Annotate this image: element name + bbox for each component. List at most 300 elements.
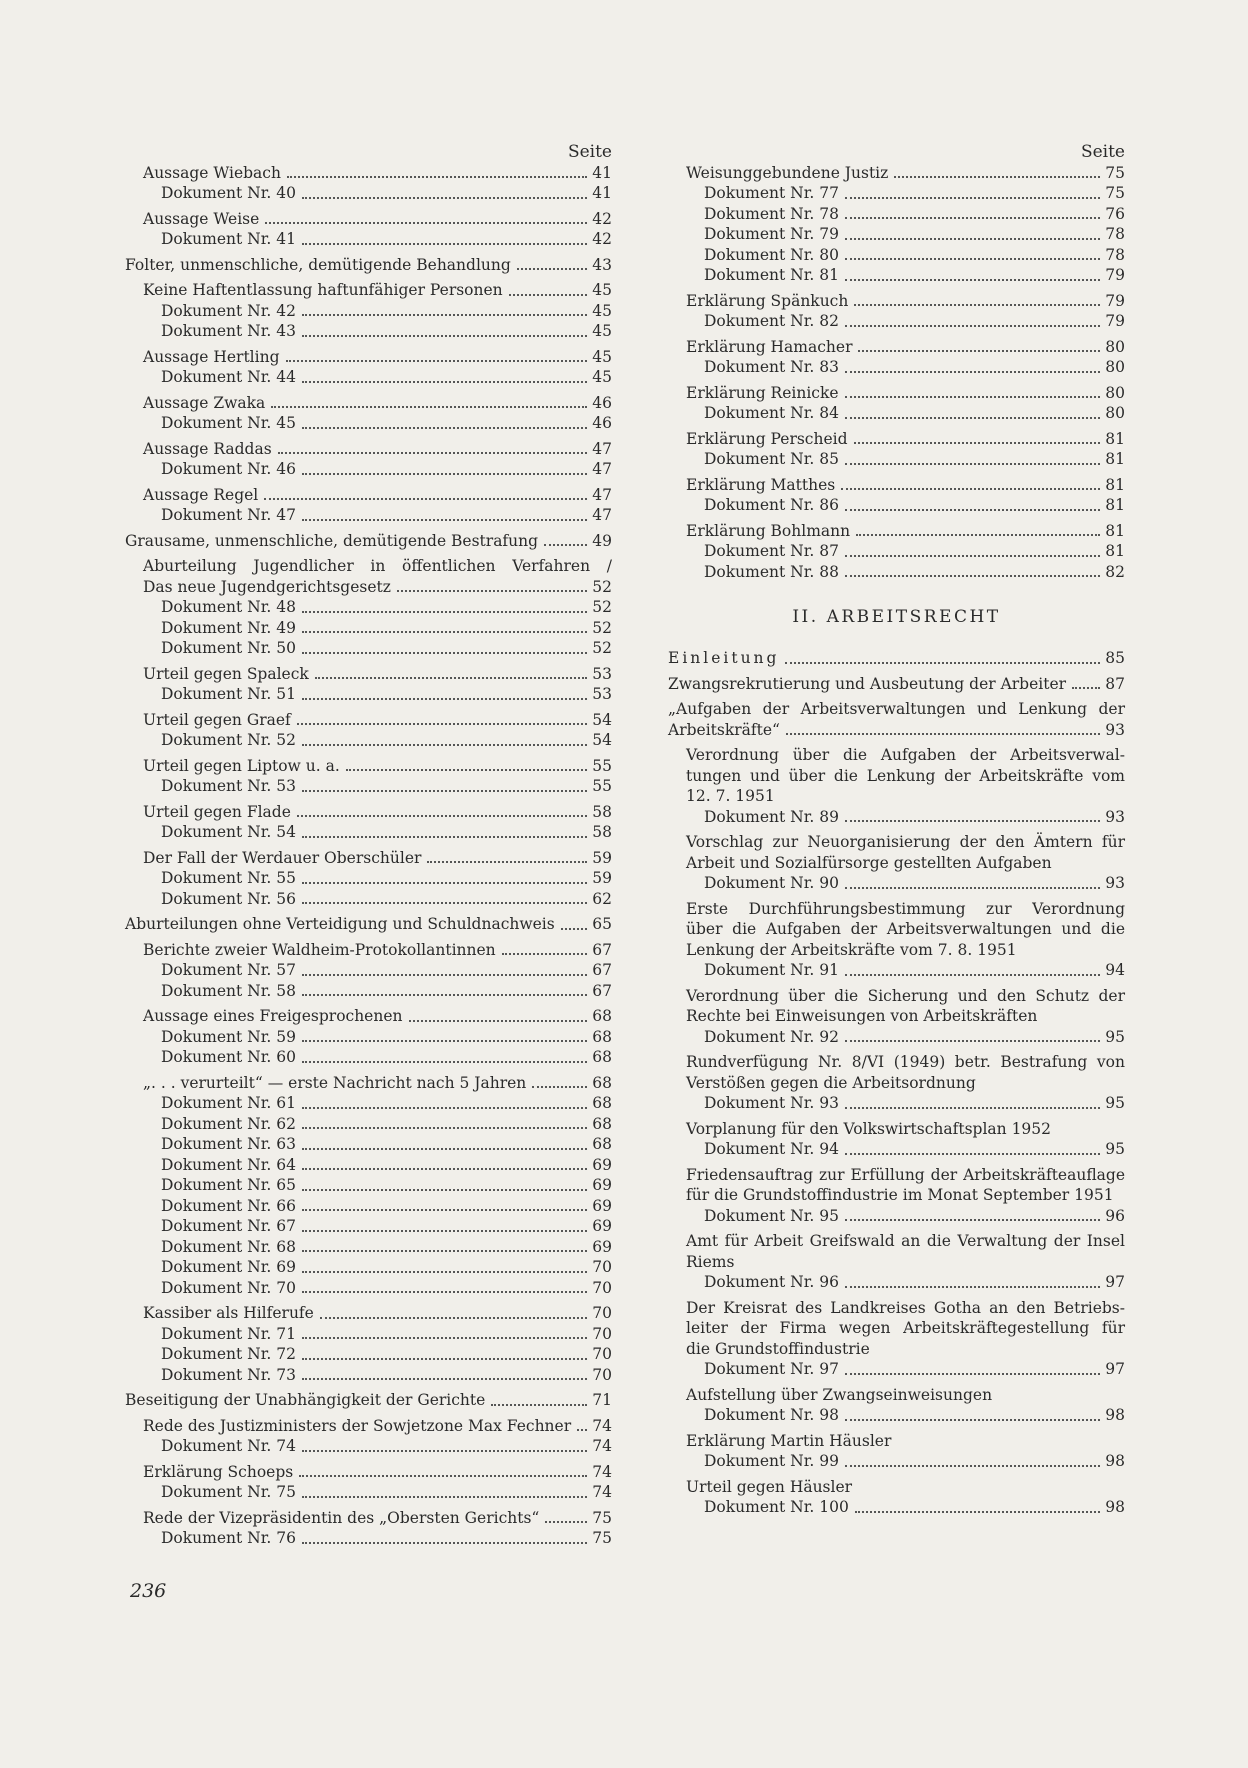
dot-leader bbox=[302, 519, 587, 521]
toc-entry-line: tungen und über die Lenkung der Arbeitskräfte vom bbox=[686, 766, 1125, 785]
toc-entry-page: 80 bbox=[1105, 337, 1125, 356]
dot-leader bbox=[845, 575, 1100, 577]
toc-entry bbox=[668, 1451, 1125, 1472]
toc-entry bbox=[125, 1324, 612, 1345]
dot-leader bbox=[845, 371, 1100, 373]
toc-entry-page: 68 bbox=[592, 1094, 612, 1112]
dot-leader bbox=[302, 882, 587, 884]
dot-leader bbox=[845, 396, 1100, 398]
toc-entry-text: Dokument Nr. 88 bbox=[704, 562, 839, 581]
toc-entry-page: 71 bbox=[592, 1391, 612, 1409]
toc-entry bbox=[125, 183, 612, 204]
toc-entry-text: Arbeitskräfte“ bbox=[668, 720, 780, 739]
toc-entry-text: Keine Haftentlassung haftunfähiger Personen bbox=[143, 281, 503, 299]
toc-entry bbox=[668, 745, 1125, 807]
toc-entry-line: Arbeit und Sozialfürsorge gestellten Aufgaben bbox=[686, 853, 1052, 872]
toc-entry-line: Rechte bei Einweisungen von Arbeitskräften bbox=[686, 1007, 1038, 1025]
toc-entry-page: 69 bbox=[592, 1217, 612, 1235]
toc-entry-page: 45 bbox=[592, 347, 612, 366]
toc-entry bbox=[668, 1206, 1125, 1227]
toc-entry bbox=[668, 245, 1125, 266]
toc-entry bbox=[125, 459, 612, 480]
toc-entry-page: 59 bbox=[592, 869, 612, 887]
toc-entry bbox=[125, 393, 612, 414]
toc-entry-page: 70 bbox=[592, 1304, 612, 1322]
dot-leader bbox=[786, 733, 1100, 735]
toc-entry-page: 81 bbox=[1105, 496, 1125, 514]
dot-leader bbox=[855, 1511, 1100, 1513]
toc-entry-text: Dokument Nr. 100 bbox=[704, 1498, 849, 1516]
toc-entry-line: Verordnung über die Aufgaben der Arbeitsverwal- bbox=[686, 746, 1125, 764]
toc-entry-page: 52 bbox=[592, 577, 612, 596]
toc-entry-line: Erklärung Martin Häusler bbox=[686, 1431, 892, 1450]
toc-entry-line: 12. 7. 1951 bbox=[686, 787, 775, 805]
toc-entry bbox=[125, 684, 612, 705]
toc-entry bbox=[668, 311, 1125, 332]
toc-entry bbox=[668, 1272, 1125, 1293]
toc-entry-text: Dokument Nr. 70 bbox=[161, 1278, 296, 1297]
toc-entry bbox=[668, 224, 1125, 245]
toc-entry bbox=[125, 1436, 612, 1457]
toc-entry-line: Amt für Arbeit Greifswald an die Verwaltung der Insel bbox=[686, 1232, 1125, 1250]
toc-entry bbox=[668, 1093, 1125, 1114]
toc-entry-text: Urteil gegen Graef bbox=[143, 710, 291, 729]
toc-entry-text: Aussage eines Freigesprochenen bbox=[143, 1007, 403, 1025]
dot-leader bbox=[845, 463, 1100, 465]
toc-entry-text: Berichte zweier Waldheim-Protokollantinnen bbox=[143, 940, 496, 959]
dot-leader bbox=[845, 974, 1100, 976]
toc-entry-page: 52 bbox=[592, 618, 612, 637]
toc-entry-page: 93 bbox=[1105, 720, 1125, 739]
toc-entry bbox=[668, 357, 1125, 378]
dot-leader bbox=[302, 1148, 587, 1150]
toc-entry bbox=[125, 321, 612, 342]
toc-entry bbox=[668, 265, 1125, 286]
toc-entry-page: 82 bbox=[1105, 562, 1125, 581]
toc-entry-text: Aussage Wiebach bbox=[143, 163, 281, 182]
toc-entry bbox=[668, 1431, 1125, 1452]
toc-entry-page: 94 bbox=[1105, 961, 1125, 979]
toc-entry-text: Dokument Nr. 76 bbox=[161, 1529, 296, 1547]
toc-entry bbox=[668, 832, 1125, 873]
toc-entry-page: 79 bbox=[1105, 266, 1125, 284]
toc-left-column bbox=[125, 142, 612, 1549]
toc-entry-text: Dokument Nr. 47 bbox=[161, 506, 296, 524]
toc-entry-page: 41 bbox=[592, 163, 612, 182]
dot-leader bbox=[271, 406, 587, 408]
toc-entry-text: Dokument Nr. 43 bbox=[161, 322, 296, 340]
toc-entry-page: 76 bbox=[1105, 204, 1125, 223]
toc-entry bbox=[668, 1027, 1125, 1048]
toc-entry-page: 87 bbox=[1105, 674, 1125, 693]
toc-entry-page: 45 bbox=[592, 322, 612, 340]
toc-entry-text: Dokument Nr. 49 bbox=[161, 618, 296, 637]
toc-entry-text: Zwangsrekrutierung und Ausbeutung der Arbeiter bbox=[668, 674, 1067, 693]
toc-entry-line: Vorplanung für den Volkswirtschaftsplan 1952 bbox=[686, 1119, 1052, 1138]
toc-entry-page: 95 bbox=[1105, 1140, 1125, 1158]
toc-entry bbox=[125, 889, 612, 910]
dot-leader bbox=[302, 1358, 587, 1360]
toc-entry-line: über die Aufgaben der Arbeitsverwaltungen und die bbox=[686, 920, 1125, 938]
dot-leader bbox=[302, 836, 587, 838]
toc-entry bbox=[668, 960, 1125, 981]
toc-entry-text: Dokument Nr. 50 bbox=[161, 639, 296, 657]
toc-entry bbox=[668, 1052, 1125, 1093]
toc-entry-text: Dokument Nr. 84 bbox=[704, 404, 839, 422]
dot-leader bbox=[302, 314, 587, 316]
toc-entry bbox=[125, 1416, 612, 1437]
toc-entry-line: Friedensauftrag zur Erfüllung der Arbeitskräfteauflage bbox=[686, 1165, 1125, 1184]
dot-leader bbox=[265, 222, 587, 224]
toc-entry-page: 70 bbox=[592, 1365, 612, 1384]
dot-leader bbox=[302, 1337, 587, 1339]
toc-entry-line: Lenkung der Arbeitskräfte vom 7. 8. 1951 bbox=[686, 940, 1017, 959]
toc-entry-line: Verordnung über die Sicherung und den Schutz der bbox=[686, 986, 1125, 1005]
toc-entry-text: Dokument Nr. 41 bbox=[161, 230, 296, 248]
toc-entry bbox=[125, 1508, 612, 1529]
toc-entry-page: 95 bbox=[1105, 1094, 1125, 1112]
toc-entry bbox=[125, 1365, 612, 1386]
toc-entry-page: 68 bbox=[592, 1027, 612, 1046]
toc-entry-line: Aufstellung über Zwangseinweisungen bbox=[686, 1385, 993, 1404]
toc-entry bbox=[125, 1482, 612, 1503]
toc-entry bbox=[668, 429, 1125, 450]
toc-entry-text: Dokument Nr. 59 bbox=[161, 1027, 296, 1046]
dot-leader bbox=[544, 544, 587, 546]
toc-entry-page: 55 bbox=[592, 777, 612, 795]
toc-entry-page: 53 bbox=[592, 664, 612, 683]
toc-entry-line: Erste Durchführungsbestimmung zur Verordnung bbox=[686, 899, 1125, 918]
toc-entry-text: Aussage Zwaka bbox=[143, 393, 266, 412]
toc-entry-text: Dokument Nr. 82 bbox=[704, 312, 839, 330]
toc-entry-page: 81 bbox=[1105, 475, 1125, 494]
toc-entry-page: 47 bbox=[592, 439, 612, 458]
dot-leader bbox=[302, 1450, 587, 1452]
toc-entry-page: 41 bbox=[592, 184, 612, 202]
toc-entry bbox=[668, 204, 1125, 225]
toc-entry-page: 80 bbox=[1105, 358, 1125, 376]
dot-leader bbox=[894, 176, 1100, 178]
toc-entry-page: 47 bbox=[592, 485, 612, 504]
dot-leader bbox=[302, 1542, 587, 1544]
toc-entry-page: 75 bbox=[1105, 163, 1125, 182]
dot-leader bbox=[302, 1127, 587, 1129]
toc-entry bbox=[125, 1257, 612, 1278]
toc-entry-page: 74 bbox=[592, 1483, 612, 1501]
dot-leader bbox=[302, 744, 587, 746]
toc-entry-page: 85 bbox=[1105, 649, 1125, 667]
toc-entry bbox=[668, 495, 1125, 516]
toc-entry-text: Urteil gegen Spaleck bbox=[143, 664, 309, 683]
toc-entry-line: für die Grundstoffindustrie im Monat September 1951 bbox=[686, 1186, 1114, 1204]
dot-leader bbox=[561, 928, 587, 930]
dot-leader bbox=[302, 1209, 587, 1211]
dot-leader bbox=[845, 1286, 1100, 1288]
toc-entry-page: 59 bbox=[592, 848, 612, 867]
toc-entry-page: 98 bbox=[1105, 1498, 1125, 1516]
toc-entry bbox=[668, 1405, 1125, 1426]
toc-entry-text: Dokument Nr. 95 bbox=[704, 1206, 839, 1225]
toc-entry-text: Dokument Nr. 77 bbox=[704, 184, 839, 202]
toc-entry-text: Dokument Nr. 75 bbox=[161, 1483, 296, 1501]
toc-entry-text: Dokument Nr. 81 bbox=[704, 266, 839, 284]
dot-leader bbox=[302, 1189, 587, 1191]
toc-entry bbox=[668, 383, 1125, 404]
toc-entry-text: Weisunggebundene Justiz bbox=[686, 163, 889, 182]
toc-entry-text: Urteil gegen Liptow u. a. bbox=[143, 756, 340, 775]
toc-entry bbox=[125, 1073, 612, 1094]
toc-entry bbox=[125, 960, 612, 981]
toc-entry-page: 97 bbox=[1105, 1273, 1125, 1291]
toc-entry-line bbox=[668, 720, 1125, 741]
toc-entry bbox=[125, 802, 612, 823]
dot-leader bbox=[302, 335, 587, 337]
toc-entry-line: Verstößen gegen die Arbeitsordnung bbox=[686, 1073, 976, 1092]
toc-entry-text: Dokument Nr. 86 bbox=[704, 496, 839, 514]
toc-entry bbox=[125, 1047, 612, 1068]
toc-entry bbox=[125, 1093, 612, 1114]
toc-entry-page: 54 bbox=[592, 710, 612, 729]
toc-entry-text: Dokument Nr. 98 bbox=[704, 1406, 839, 1424]
toc-entry-text: Dokument Nr. 93 bbox=[704, 1094, 839, 1112]
toc-entry bbox=[125, 981, 612, 1002]
toc-entry bbox=[668, 899, 1125, 961]
toc-entry-page: 75 bbox=[592, 1508, 612, 1527]
dot-leader bbox=[302, 427, 587, 429]
toc-entry bbox=[668, 562, 1125, 583]
toc-entry bbox=[125, 756, 612, 777]
toc-entry bbox=[125, 413, 612, 434]
toc-entry-text: Der Fall der Werdauer Oberschüler bbox=[143, 848, 422, 867]
toc-entry bbox=[125, 618, 612, 639]
toc-entry-text: Beseitigung der Unabhängigkeit der Gerichte bbox=[125, 1391, 486, 1409]
toc-entry bbox=[125, 597, 612, 618]
toc-entry-text: Dokument Nr. 51 bbox=[161, 685, 296, 703]
toc-entry bbox=[125, 1175, 612, 1196]
toc-entry bbox=[125, 1462, 612, 1483]
toc-entry bbox=[668, 337, 1125, 358]
toc-entry-page: 46 bbox=[592, 414, 612, 432]
toc-entry-page: 67 bbox=[592, 961, 612, 979]
dot-leader bbox=[397, 590, 587, 592]
section-heading: II. ARBEITSRECHT bbox=[792, 607, 1001, 627]
dot-leader bbox=[517, 268, 587, 270]
toc-entry-text: Dokument Nr. 80 bbox=[704, 245, 839, 264]
dot-leader bbox=[297, 723, 587, 725]
dot-leader bbox=[302, 473, 587, 475]
toc-entry-text: Aussage Hertling bbox=[143, 347, 280, 366]
toc-entry-text: Dokument Nr. 60 bbox=[161, 1048, 296, 1066]
dot-leader bbox=[302, 1107, 587, 1109]
toc-entry-page: 70 bbox=[592, 1278, 612, 1297]
dot-leader bbox=[302, 611, 587, 613]
toc-entry bbox=[668, 449, 1125, 470]
dot-leader bbox=[302, 698, 587, 700]
toc-entry bbox=[125, 505, 612, 526]
toc-entry bbox=[125, 710, 612, 731]
toc-entry-text: Dokument Nr. 66 bbox=[161, 1196, 296, 1215]
toc-entry-text: Dokument Nr. 83 bbox=[704, 358, 839, 376]
toc-entry bbox=[125, 776, 612, 797]
toc-entry bbox=[668, 1231, 1125, 1272]
toc-entry-line: „Aufgaben der Arbeitsverwaltungen und Lenkung der bbox=[668, 700, 1125, 718]
dot-leader bbox=[302, 1061, 587, 1063]
toc-entry-page: 79 bbox=[1105, 312, 1125, 330]
toc-entry-page: 67 bbox=[592, 940, 612, 959]
toc-entry-page: 43 bbox=[592, 255, 612, 274]
toc-entry-text: Folter, unmenschliche, demütigende Behandlung bbox=[125, 255, 511, 274]
toc-entry-text: Dokument Nr. 96 bbox=[704, 1273, 839, 1291]
toc-entry bbox=[668, 521, 1125, 542]
dot-leader bbox=[845, 1153, 1100, 1155]
toc-entry bbox=[125, 209, 612, 230]
dot-leader bbox=[845, 325, 1100, 327]
dot-leader bbox=[1072, 687, 1100, 689]
toc-entry-text: Einleitung bbox=[668, 649, 780, 667]
toc-entry bbox=[125, 255, 612, 276]
toc-entry-page: 96 bbox=[1105, 1206, 1125, 1225]
toc-entry-page: 69 bbox=[592, 1237, 612, 1256]
toc-entry bbox=[125, 822, 612, 843]
toc-entry bbox=[668, 291, 1125, 312]
toc-entry-page: 54 bbox=[592, 731, 612, 749]
dot-leader bbox=[854, 442, 1100, 444]
toc-entry-page: 74 bbox=[592, 1437, 612, 1455]
toc-entry-text: Erklärung Perscheid bbox=[686, 429, 848, 448]
toc-entry bbox=[668, 674, 1125, 695]
dot-leader bbox=[302, 1496, 587, 1498]
dot-leader bbox=[845, 197, 1100, 199]
toc-entry-page: 65 bbox=[592, 915, 612, 933]
toc-entry-text: Erklärung Schoeps bbox=[143, 1462, 294, 1481]
toc-entry bbox=[125, 1390, 612, 1411]
toc-entry-page: 74 bbox=[592, 1462, 612, 1481]
toc-entry-page: 68 bbox=[592, 1048, 612, 1066]
toc-entry-text: Dokument Nr. 67 bbox=[161, 1217, 296, 1235]
toc-entry-text: Dokument Nr. 78 bbox=[704, 204, 839, 223]
toc-entry bbox=[668, 475, 1125, 496]
toc-entry-line bbox=[143, 577, 612, 598]
toc-entry-line: die Grundstoffindustrie bbox=[686, 1339, 870, 1358]
dot-leader bbox=[287, 176, 587, 178]
dot-leader bbox=[845, 1107, 1100, 1109]
toc-right-entries bbox=[668, 163, 1125, 583]
toc-entry-page: 78 bbox=[1105, 225, 1125, 243]
dot-leader bbox=[845, 1040, 1100, 1042]
toc-entry bbox=[125, 439, 612, 460]
toc-entry-text: Dokument Nr. 64 bbox=[161, 1155, 296, 1174]
toc-entry-page: 97 bbox=[1105, 1360, 1125, 1378]
dot-leader bbox=[502, 953, 587, 955]
toc-entry bbox=[125, 848, 612, 869]
toc-entry-text: Erklärung Bohlmann bbox=[686, 521, 851, 540]
toc-entry-text: Dokument Nr. 94 bbox=[704, 1140, 839, 1158]
toc-entry-text: Dokument Nr. 55 bbox=[161, 869, 296, 887]
toc-entry-page: 45 bbox=[592, 368, 612, 386]
toc-entry bbox=[668, 1497, 1125, 1518]
toc-entry bbox=[668, 1298, 1125, 1360]
toc-entry-text: Dokument Nr. 73 bbox=[161, 1365, 296, 1384]
toc-entry-page: 53 bbox=[592, 685, 612, 703]
toc-entry-text: Dokument Nr. 58 bbox=[161, 981, 296, 1000]
toc-entry-page: 47 bbox=[592, 506, 612, 524]
toc-entry-text: Dokument Nr. 63 bbox=[161, 1135, 296, 1153]
toc-entry-page: 42 bbox=[592, 230, 612, 248]
dot-leader bbox=[509, 294, 587, 296]
dot-leader bbox=[545, 1521, 587, 1523]
toc-entry bbox=[125, 163, 612, 184]
toc-entry-text: Dokument Nr. 87 bbox=[704, 542, 839, 560]
toc-entry-page: 68 bbox=[592, 1007, 612, 1025]
toc-entry bbox=[668, 1139, 1125, 1160]
dot-leader bbox=[302, 902, 587, 904]
dot-leader bbox=[845, 417, 1100, 419]
dot-leader bbox=[302, 1168, 587, 1170]
dot-leader bbox=[297, 815, 587, 817]
toc-entry-text: Dokument Nr. 91 bbox=[704, 961, 839, 979]
toc-entry-page: 68 bbox=[592, 1135, 612, 1153]
toc-entry-page: 58 bbox=[592, 823, 612, 841]
toc-entry-line: Aburteilung Jugendlicher in öffentlichen Verfahren / bbox=[143, 557, 612, 575]
toc-entry bbox=[668, 699, 1125, 740]
toc-entry-text: Dokument Nr. 90 bbox=[704, 874, 839, 892]
toc-entry-text: Dokument Nr. 74 bbox=[161, 1437, 296, 1455]
dot-leader bbox=[320, 1317, 587, 1319]
toc-right-column bbox=[668, 142, 1125, 1518]
dot-leader bbox=[532, 1086, 587, 1088]
toc-entry-text: Aussage Raddas bbox=[143, 439, 272, 458]
toc-entry-text: Dokument Nr. 57 bbox=[161, 961, 296, 979]
toc-entry-page: 78 bbox=[1105, 245, 1125, 264]
toc-entry-text: Dokument Nr. 62 bbox=[161, 1114, 296, 1133]
dot-leader bbox=[302, 994, 587, 996]
toc-entry-text: Dokument Nr. 71 bbox=[161, 1324, 296, 1343]
toc-entry-line: Rundverfügung Nr. 8/VI (1949) betr. Bestrafung von bbox=[686, 1053, 1125, 1071]
toc-entry-page: 98 bbox=[1105, 1452, 1125, 1470]
toc-entry-page: 69 bbox=[592, 1155, 612, 1174]
toc-entry bbox=[668, 648, 1125, 669]
toc-entry-page: 42 bbox=[592, 209, 612, 228]
toc-entry bbox=[125, 1155, 612, 1176]
toc-right-entries-2 bbox=[668, 648, 1125, 1518]
toc-entry-page: 79 bbox=[1105, 291, 1125, 310]
toc-entry-text: Dokument Nr. 46 bbox=[161, 460, 296, 478]
dot-leader bbox=[302, 1250, 587, 1252]
dot-leader bbox=[856, 534, 1100, 536]
dot-leader bbox=[841, 488, 1100, 490]
dot-leader bbox=[302, 243, 587, 245]
dot-leader bbox=[845, 279, 1100, 281]
toc-entry bbox=[668, 1119, 1125, 1140]
toc-entry-page: 46 bbox=[592, 393, 612, 412]
toc-entry bbox=[125, 940, 612, 961]
toc-entry-text: Dokument Nr. 97 bbox=[704, 1360, 839, 1378]
toc-entry-text: Aussage Weise bbox=[143, 209, 260, 228]
toc-entry-text: Dokument Nr. 68 bbox=[161, 1237, 296, 1256]
toc-entry bbox=[668, 1477, 1125, 1498]
toc-entry-text: Urteil gegen Flade bbox=[143, 802, 291, 821]
toc-entry-text: Dokument Nr. 52 bbox=[161, 731, 296, 749]
toc-entry bbox=[125, 730, 612, 751]
toc-entry-text: Dokument Nr. 53 bbox=[161, 777, 296, 795]
dot-leader bbox=[845, 1373, 1100, 1375]
seite-header-left: Seite bbox=[567, 142, 612, 162]
toc-entry-text: Aburteilungen ohne Verteidigung und Schuldnachweis bbox=[125, 915, 555, 933]
dot-leader bbox=[264, 498, 587, 500]
dot-leader bbox=[302, 381, 587, 383]
toc-entry-text: Grausame, unmenschliche, demütigende Bestrafung bbox=[125, 531, 539, 550]
toc-entry bbox=[125, 367, 612, 388]
